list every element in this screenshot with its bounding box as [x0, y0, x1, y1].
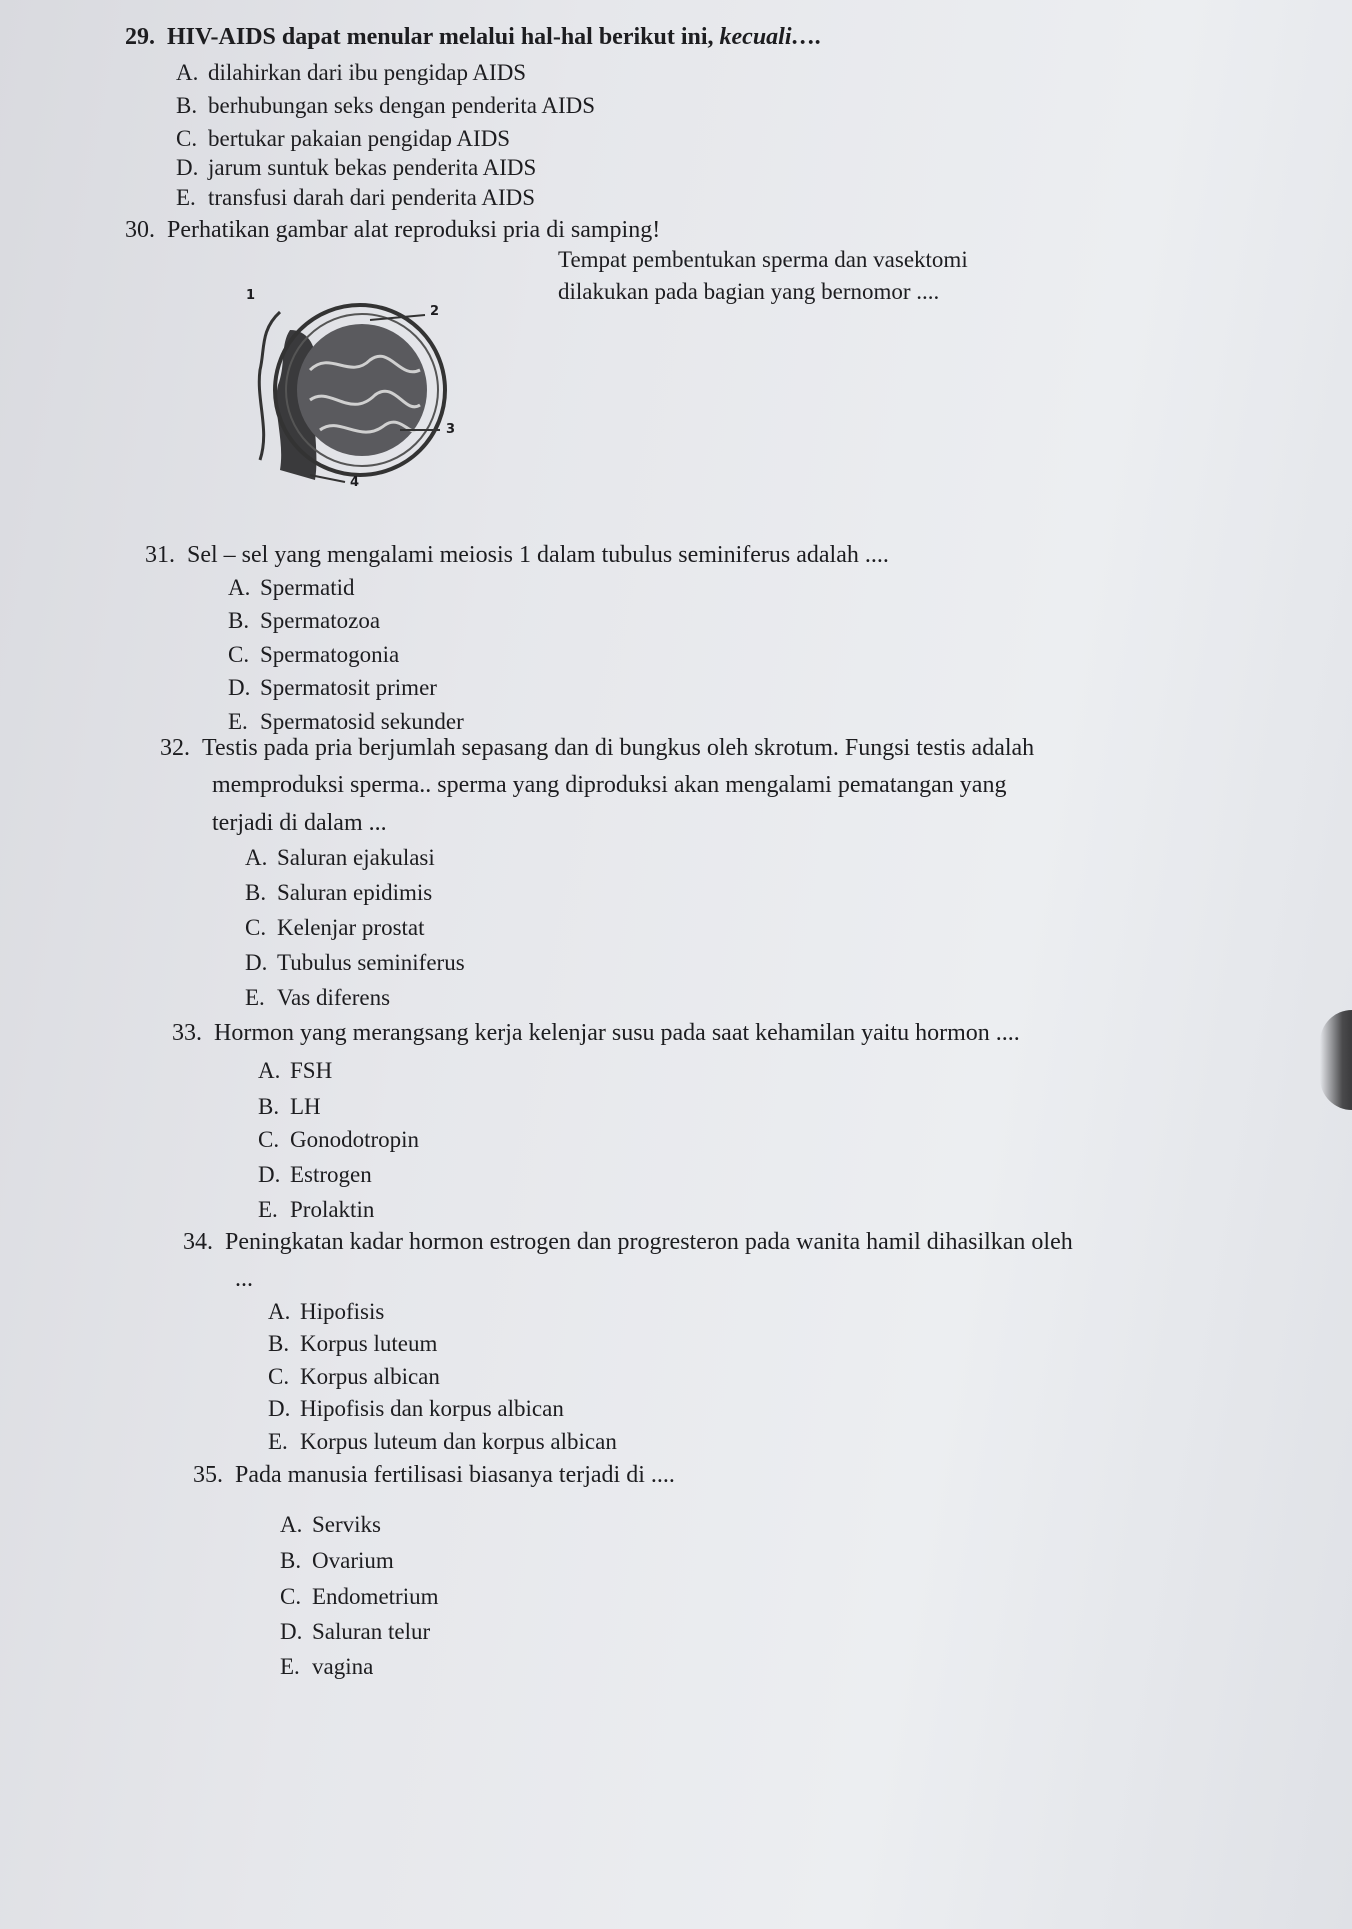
option-letter: C. — [268, 1364, 290, 1389]
option-letter: B. — [245, 880, 267, 905]
option-letter: D. — [280, 1619, 303, 1644]
question-30-side-line-2: dilakukan pada bagian yang bernomor .... — [558, 279, 940, 304]
figure-label-1: 1 — [246, 288, 256, 303]
option-32-d — [245, 948, 465, 978]
option-letter: B. — [268, 1331, 290, 1356]
option-text: Serviks — [312, 1512, 381, 1537]
option-text: Spermatogonia — [260, 642, 400, 667]
option-32-a — [245, 843, 435, 873]
option-text: Saluran telur — [312, 1619, 431, 1644]
option-text: Spermatosit primer — [260, 675, 437, 700]
question-31 — [145, 540, 889, 570]
option-32-c — [245, 913, 425, 943]
option-text: Hipofisis dan korpus albican — [300, 1396, 564, 1421]
figure-label-4: 4 — [350, 475, 360, 490]
option-letter: B. — [258, 1094, 280, 1119]
question-number: 34. — [183, 1229, 213, 1255]
option-35-e — [280, 1652, 373, 1682]
option-letter: C. — [280, 1584, 302, 1609]
option-text: Korpus albican — [300, 1364, 440, 1389]
option-letter: A. — [268, 1299, 291, 1324]
option-letter: D. — [258, 1162, 281, 1187]
option-letter: D. — [228, 675, 251, 700]
option-letter: E. — [258, 1197, 278, 1222]
option-text: Spermatid — [260, 575, 355, 600]
option-letter: A. — [280, 1512, 303, 1537]
question-number: 29. — [125, 24, 155, 50]
option-29-e — [176, 183, 535, 213]
option-text: Korpus luteum dan korpus albican — [300, 1429, 617, 1454]
option-text: Saluran ejakulasi — [277, 845, 435, 870]
question-30-side-line-1: Tempat pembentukan sperma dan vasektomi — [558, 247, 968, 272]
question-32 — [160, 733, 1034, 763]
option-letter: E. — [176, 185, 196, 210]
option-31-b — [228, 606, 380, 636]
testis-illustration — [250, 290, 470, 500]
option-34-b — [268, 1329, 437, 1359]
option-letter: E. — [228, 709, 248, 734]
option-letter: A. — [228, 575, 251, 600]
option-letter: B. — [176, 93, 198, 118]
option-35-c — [280, 1582, 438, 1612]
question-29 — [125, 22, 822, 52]
question-number: 33. — [172, 1020, 202, 1046]
option-text: Gonodotropin — [290, 1127, 420, 1152]
option-35-b — [280, 1546, 394, 1576]
question-number: 32. — [160, 735, 190, 761]
question-32-line-3: terjadi di dalam ... — [212, 810, 387, 836]
question-number: 31. — [145, 542, 175, 568]
option-text: Spermatozoa — [260, 608, 381, 633]
option-text: Hipofisis — [300, 1299, 385, 1324]
option-34-d — [268, 1394, 564, 1424]
question-30 — [125, 215, 660, 245]
option-29-b — [176, 91, 595, 121]
option-text: jarum suntuk bekas penderita AIDS — [208, 155, 537, 180]
option-33-d — [258, 1160, 372, 1190]
option-text: LH — [290, 1094, 321, 1119]
option-31-d — [228, 673, 437, 703]
option-31-c — [228, 640, 399, 670]
question-33 — [172, 1018, 1020, 1048]
option-text: berhubungan seks dengan penderita AIDS — [208, 93, 596, 118]
page-edge-shadow — [1320, 1010, 1352, 1110]
option-text: bertukar pakaian pengidap AIDS — [208, 126, 511, 151]
option-text: Tubulus seminiferus — [277, 950, 465, 975]
option-text: Estrogen — [290, 1162, 372, 1187]
option-text: Korpus luteum — [300, 1331, 438, 1356]
option-letter: C. — [258, 1127, 280, 1152]
option-33-a — [258, 1056, 332, 1086]
question-text: Sel – sel yang mengalami meiosis 1 dalam tubulus seminiferus adalah .... — [187, 542, 889, 568]
option-text: Saluran epidimis — [277, 880, 433, 905]
option-letter: B. — [228, 608, 250, 633]
question-text-line-1: Testis pada pria berjumlah sepasang dan di bungkus oleh skrotum. Fungsi testis adalah — [202, 735, 1035, 761]
option-letter: C. — [245, 915, 267, 940]
question-32-line-2: memproduksi sperma.. sperma yang diproduksi akan mengalami pematangan yang — [212, 772, 1007, 798]
option-33-b — [258, 1092, 321, 1122]
question-text: Hormon yang merangsang kerja kelenjar susu pada saat kehamilan yaitu hormon .... — [214, 1020, 1020, 1046]
option-29-c — [176, 124, 510, 154]
option-35-d — [280, 1617, 430, 1647]
option-text: Ovarium — [312, 1548, 394, 1573]
option-31-a — [228, 573, 355, 603]
option-32-b — [245, 878, 432, 908]
option-letter: A. — [258, 1058, 281, 1083]
option-34-c — [268, 1362, 440, 1392]
option-text: Spermatosid sekunder — [260, 709, 464, 734]
option-29-d — [176, 153, 536, 183]
question-text: Perhatikan gambar alat reproduksi pria di samping! — [167, 217, 661, 243]
option-text: vagina — [312, 1654, 374, 1679]
question-emphasis: kecuali…. — [719, 24, 822, 50]
question-text-line-1: Peningkatan kadar hormon estrogen dan progresteron pada wanita hamil dihasilkan oleh — [225, 1229, 1073, 1255]
question-35 — [193, 1460, 675, 1490]
option-33-c — [258, 1125, 419, 1155]
question-text: HIV-AIDS dapat menular melalui hal-hal berikut ini, — [167, 24, 714, 50]
question-34-line-2: ... — [235, 1266, 253, 1292]
figure-label-3: 3 — [446, 422, 456, 437]
option-letter: C. — [176, 126, 198, 151]
option-letter: A. — [176, 60, 199, 85]
option-33-e — [258, 1195, 374, 1225]
option-35-a — [280, 1510, 381, 1540]
question-number: 35. — [193, 1462, 223, 1488]
option-letter: E. — [280, 1654, 300, 1679]
question-number: 30. — [125, 217, 155, 243]
option-text: Vas diferens — [277, 985, 391, 1010]
testis-diagram — [246, 288, 470, 500]
option-letter: D. — [176, 155, 199, 180]
option-34-e — [268, 1427, 617, 1457]
option-text: Prolaktin — [290, 1197, 375, 1222]
figure-label-2: 2 — [430, 304, 440, 319]
option-text: transfusi darah dari penderita AIDS — [208, 185, 536, 210]
option-letter: E. — [268, 1429, 288, 1454]
option-32-e — [245, 983, 390, 1013]
option-29-a — [176, 58, 526, 88]
option-letter: E. — [245, 985, 265, 1010]
option-letter: C. — [228, 642, 250, 667]
option-letter: B. — [280, 1548, 302, 1573]
option-letter: A. — [245, 845, 268, 870]
option-text: FSH — [290, 1058, 333, 1083]
option-text: Endometrium — [312, 1584, 439, 1609]
question-34 — [183, 1227, 1073, 1257]
option-letter: D. — [245, 950, 268, 975]
question-text: Pada manusia fertilisasi biasanya terjadi di .... — [235, 1462, 675, 1488]
option-text: dilahirkan dari ibu pengidap AIDS — [208, 60, 527, 85]
option-text: Kelenjar prostat — [277, 915, 425, 940]
option-34-a — [268, 1297, 384, 1327]
option-letter: D. — [268, 1396, 291, 1421]
